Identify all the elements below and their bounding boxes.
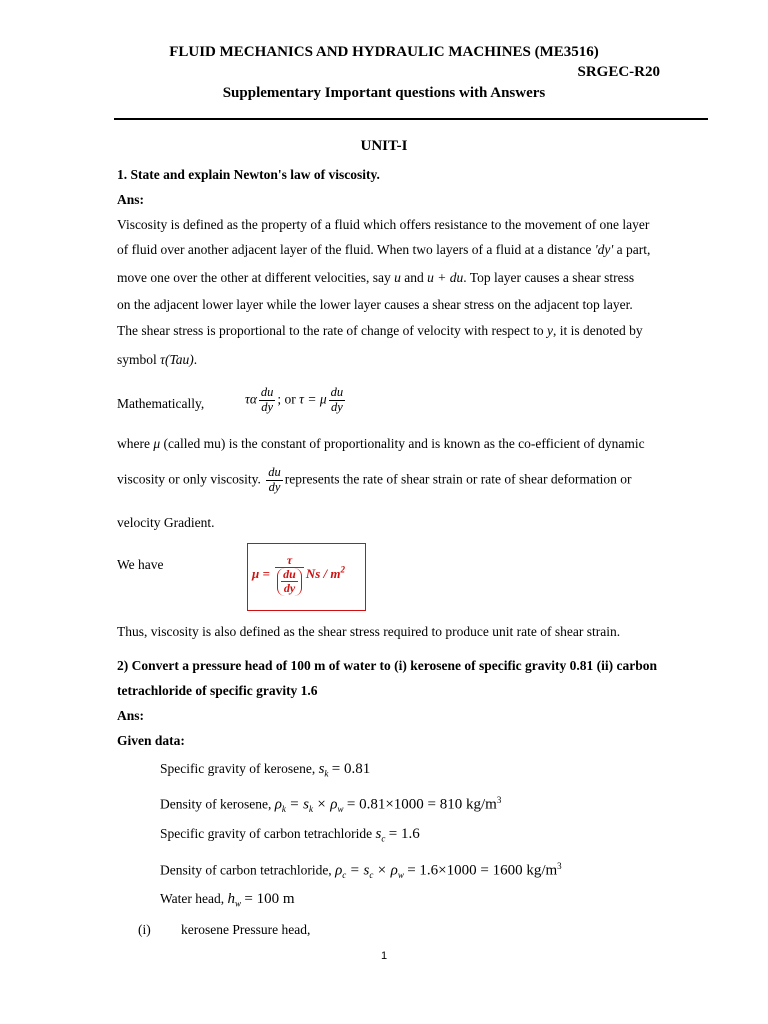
course-code: SRGEC-R20: [577, 64, 660, 80]
paragraph-line: move one over the other at different velocities, say u and u + du. Top layer causes a shear stress: [117, 270, 635, 285]
question-2-line: 2) Convert a pressure head of 100 m of water to (i) kerosene of specific gravity 0.81 (ii) carbon: [117, 658, 658, 673]
question-1: 1. State and explain Newton's law of viscosity.: [117, 167, 380, 182]
given-data-heading: Given data:: [117, 733, 185, 748]
document-title: FLUID MECHANICS AND HYDRAULIC MACHINES (ME3516): [169, 44, 599, 60]
unit-heading: UNIT-I: [360, 138, 408, 154]
answer-label-2: Ans:: [117, 708, 145, 723]
math-label: Mathematically,: [117, 396, 205, 411]
we-have-label: We have: [117, 557, 164, 572]
list-item-marker: (i): [138, 922, 151, 937]
paragraph-line: where μ (called mu) is the constant of proportionality and is known as the co-efficient of dynamic: [117, 436, 645, 451]
given-item: Density of carbon tetrachloride, $\rho_c = s_c \times \rho_w = 1.6\times 1000 = 1600$ $kg/m^3$: [160, 861, 562, 881]
given-item: Specific gravity of carbon tetrachloride $s_c = 1.6$: [160, 826, 420, 844]
paragraph-line: Thus, viscosity is also defined as the shear stress required to produce unit rate of shear strain.: [117, 624, 621, 639]
paragraph-line: on the adjacent lower layer while the lower layer causes a shear stress on the adjacent top layer.: [117, 297, 633, 312]
page-number: 1: [380, 950, 388, 962]
viscosity-formula-box: μ = $\frac{\tau}{\frac{du}{dy}}$ Ns / $m^2$: [247, 543, 366, 611]
answer-label-1: Ans:: [117, 192, 145, 207]
tau-over-velocity-gradient: $\frac{\tau}{\frac{du}{dy}}$: [275, 554, 304, 596]
paragraph-line: of fluid over another adjacent layer of the fluid. When two layers of a fluid at a distance 'dy' a part,: [117, 242, 651, 257]
paragraph-line: velocity Gradient.: [117, 515, 215, 530]
document-subtitle: Supplementary Important questions with Answers: [222, 85, 546, 101]
paragraph-line: viscosity or only viscosity. $\frac{du}{dy}$ represents the rate of shear strain or rate of shear deformation or: [117, 465, 632, 494]
newton-law-formula: τα $\frac{du}{dy}$ ; or τ = μ $\frac{du}{dy}$: [245, 385, 344, 414]
header-divider: [114, 118, 708, 120]
paragraph-line: The shear stress is proportional to the rate of change of velocity with respect to y, it is denoted by: [117, 323, 643, 338]
du-dy-fraction: $\frac{du}{dy}$: [260, 385, 274, 414]
du-dy-fraction: $\frac{du}{dy}$: [268, 465, 281, 494]
given-item: Water head, $h_w = 100$ m: [160, 891, 295, 909]
du-dy-fraction: $\frac{du}{dy}$: [330, 385, 344, 414]
question-2-line: tetrachloride of specific gravity 1.6: [117, 683, 318, 698]
paragraph-line: Viscosity is defined as the property of a fluid which offers resistance to the movement of one layer: [117, 217, 650, 232]
given-item: Density of kerosene, $\rho_k = s_k \times \rho_w = 0.81\times 1000 = 810$ $kg/m^3$: [160, 795, 502, 815]
given-item: Specific gravity of kerosene, $s_k = 0.81$: [160, 761, 371, 779]
list-item-text: kerosene Pressure head,: [181, 922, 311, 937]
paragraph-line: symbol τ(Tau).: [117, 352, 198, 367]
